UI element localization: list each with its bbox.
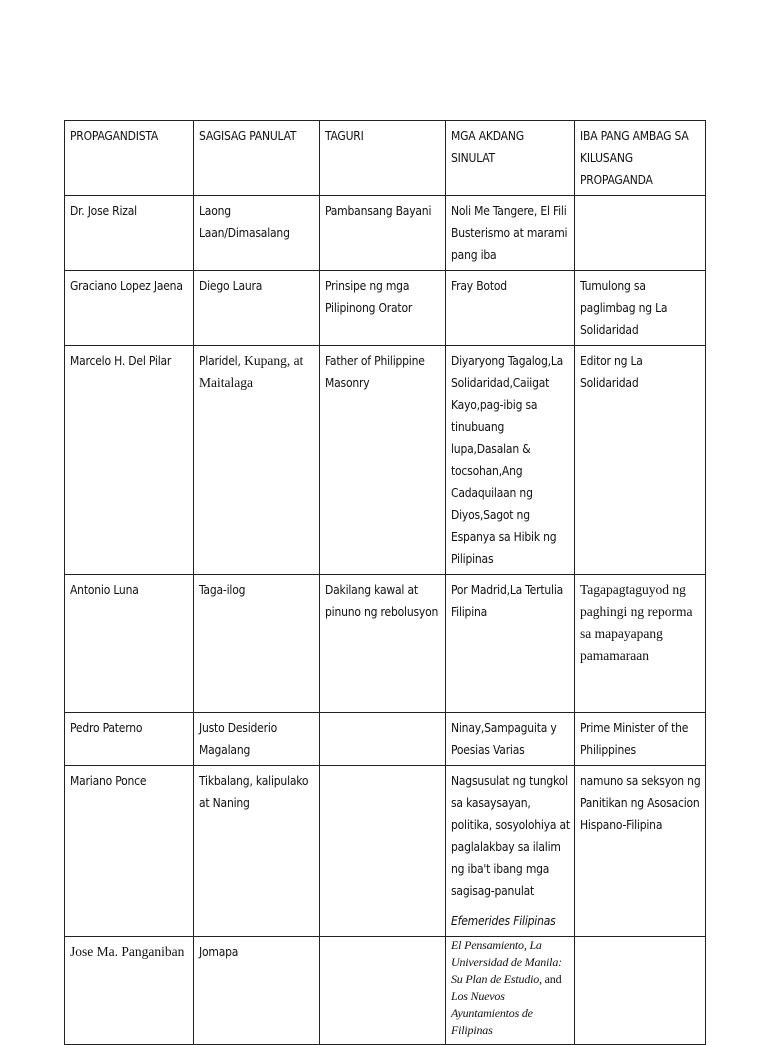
table-header-row — [65, 121, 706, 196]
cell-akda: Por Madrid,La Tertulia Filipina — [446, 575, 575, 713]
cell-ambag — [575, 196, 706, 271]
cell-ambag: Editor ng La Solidaridad — [575, 346, 706, 575]
cell-akda: Fray Botod — [446, 271, 575, 346]
pen-name-part: Kupang, at Maitalaga — [199, 353, 304, 390]
cell-sagisag-panulat: Laong Laan/Dimasalang — [194, 196, 320, 271]
cell-ambag: Tagapagtaguyod ng paghingi ng reporma sa mapayapang pamamaraan — [575, 575, 706, 713]
header-cell-taguri: TAGURI — [320, 121, 446, 196]
table-row — [65, 346, 706, 575]
header-cell-iba-pang-ambag: IBA PANG AMBAG SA KILUSANG PROPAGANDA — [575, 121, 706, 196]
table-row — [65, 766, 706, 937]
header-cell-propagandista: PROPAGANDISTA — [65, 121, 194, 196]
cell-ambag: Tumulong sa paglimbag ng La Solidaridad — [575, 271, 706, 346]
cell-propagandista: Marcelo H. Del Pilar — [65, 346, 194, 575]
akda-connector: , and — [539, 972, 562, 986]
propagandists-table — [64, 120, 706, 1045]
cell-taguri — [320, 713, 446, 766]
cell-ambag: namuno sa seksyon ng Panitikan ng Asosacion Hispano-Filipina — [575, 766, 706, 937]
cell-taguri: Prinsipe ng mga Pilipinong Orator — [320, 271, 446, 346]
table-row — [65, 937, 706, 1045]
cell-propagandista: Mariano Ponce — [65, 766, 194, 937]
cell-propagandista: Antonio Luna — [65, 575, 194, 713]
cell-propagandista: Dr. Jose Rizal — [65, 196, 194, 271]
cell-akda: Noli Me Tangere, El Fili Busterismo at marami pang iba — [446, 196, 575, 271]
akda-title: Los Nuevos Ayuntamientos de Filipinas — [451, 989, 533, 1037]
table-row — [65, 196, 706, 271]
cell-taguri: Dakilang kawal at pinuno ng rebolusyon — [320, 575, 446, 713]
cell-sagisag-panulat: Diego Laura — [194, 271, 320, 346]
cell-propagandista: Jose Ma. Panganiban — [65, 937, 194, 1045]
cell-taguri — [320, 937, 446, 1045]
cell-propagandista: Pedro Paterno — [65, 713, 194, 766]
cell-ambag: Prime Minister of the Philippines — [575, 713, 706, 766]
cell-akda — [446, 766, 575, 937]
cell-sagisag-panulat: Tikbalang, kalipulako at Naning — [194, 766, 320, 937]
cell-taguri: Pambansang Bayani — [320, 196, 446, 271]
cell-taguri — [320, 766, 446, 937]
cell-ambag — [575, 937, 706, 1045]
cell-propagandista: Graciano Lopez Jaena — [65, 271, 194, 346]
table-row — [65, 575, 706, 713]
cell-sagisag-panulat — [194, 346, 320, 575]
cell-sagisag-panulat: Justo Desiderio Magalang — [194, 713, 320, 766]
header-cell-mga-akdang-sinulat: MGA AKDANG SINULAT — [446, 121, 575, 196]
akda-extra: Efemerides Filipinas — [451, 914, 556, 928]
cell-taguri: Father of Philippine Masonry — [320, 346, 446, 575]
cell-sagisag-panulat: Jomapa — [194, 937, 320, 1045]
cell-akda — [446, 937, 575, 1045]
akda-text: Nagsusulat ng tungkol sa kasaysayan, politika, sosyolohiya at paglalakbay sa ilalim ng iba't ibang mga sagisag-panulat — [451, 774, 570, 898]
akda-title: El Pensamiento, La Universidad de Manila: Su Plan de Estudio — [451, 938, 562, 986]
pen-name-part: Plaridel, — [199, 354, 241, 368]
cell-akda: Diyaryong Tagalog,La Solidaridad,Caiigat Kayo,pag-ibig sa tinubuang lupa,Dasalan & tocsohan,Ang Cadaquilaan ng Diyos,Sagot ng Espanya sa Hibik ng Pilipinas — [446, 346, 575, 575]
table-row — [65, 271, 706, 346]
table-row — [65, 713, 706, 766]
cell-akda: Ninay,Sampaguita y Poesias Varias — [446, 713, 575, 766]
cell-sagisag-panulat: Taga-ilog — [194, 575, 320, 713]
header-cell-sagisag-panulat: SAGISAG PANULAT — [194, 121, 320, 196]
